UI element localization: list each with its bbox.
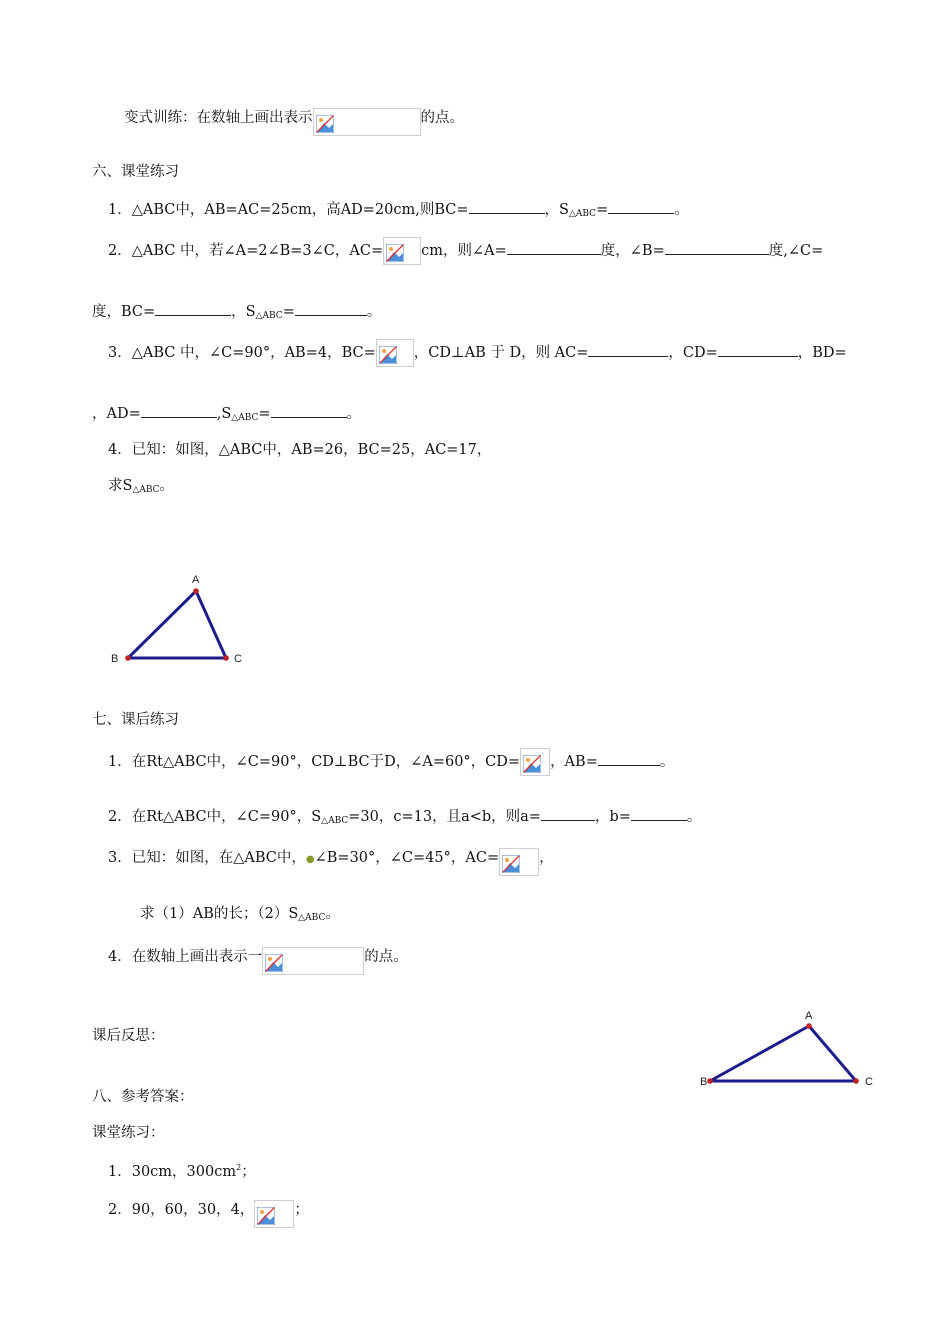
s6-q4-end: 。 <box>159 478 175 494</box>
s6-q2-d: 度,∠C= <box>768 243 824 259</box>
answer-blank[interactable] <box>598 751 660 766</box>
s7-q1-end: 。 <box>659 754 675 770</box>
variant-text-pre: 变式训练：在数轴上画出表示 <box>124 110 313 126</box>
s6-q2-b: cm，则∠A= <box>421 243 507 259</box>
variant-text-post: 的点。 <box>420 110 464 126</box>
s6-q4-num: 4． <box>108 442 132 458</box>
section8-subtitle: 课堂练习： <box>92 1125 165 1141</box>
s6-q3-b: ，CD⊥AB 于 D，则 AC= <box>413 345 589 361</box>
s6-q3-a: △ABC 中，∠C=90°，AB=4，BC= <box>131 345 376 361</box>
triangle-figure-1 <box>108 566 258 670</box>
answer-1 <box>108 1158 256 1182</box>
answer-1-text: 30cm，300cm <box>131 1164 237 1180</box>
answer-blank[interactable] <box>608 199 674 214</box>
s7-q3-b: ∠B=30°，∠C=45°，AC= <box>314 850 500 866</box>
s6-q2-line2a: 度，BC= <box>92 304 156 320</box>
s7-q2-b: =30，c=13，且a<b，则a= <box>348 809 541 825</box>
formula-image-icon <box>520 748 550 776</box>
answer-2 <box>108 1196 309 1224</box>
s7-q1-a: 在Rt△ABC中，∠C=90°，CD⊥BC于D，∠A=60°，CD= <box>131 754 521 770</box>
s7-q2-end: 。 <box>686 809 702 825</box>
vertex-a-label: A <box>805 1010 813 1022</box>
answer-blank[interactable] <box>141 403 217 418</box>
s7-q3-a: 已知：如图，在△ABC中， <box>131 850 306 866</box>
s6-q1-b: ，S <box>544 202 569 218</box>
s6-q1-end: 。 <box>674 202 689 218</box>
s6-q2-line2c: = <box>282 304 295 320</box>
s7-q3-ask <box>140 904 340 928</box>
s6-q2 <box>108 237 823 265</box>
vertex-c-label: C <box>865 1076 873 1088</box>
s6-q1-sub: △ABC <box>568 209 597 219</box>
s7-q2 <box>108 806 701 831</box>
answer-blank[interactable] <box>507 240 601 255</box>
s7-q3-end: 。 <box>325 906 340 922</box>
s7-q1 <box>108 748 674 776</box>
s7-q4-num: 4． <box>108 949 132 965</box>
answer-1-end: ； <box>241 1164 256 1180</box>
s7-q3 <box>108 844 554 872</box>
s7-q3-num: 3． <box>108 850 132 866</box>
triangle-figure-2 <box>698 1004 883 1090</box>
s7-q1-num: 1． <box>108 754 132 770</box>
s6-q4-ask <box>108 476 174 500</box>
s6-q2-num: 2． <box>108 243 132 259</box>
vertex-c-label: C <box>234 653 242 665</box>
s7-q3-sub: △ABC <box>298 913 326 923</box>
variant-line <box>124 104 464 132</box>
answer-blank[interactable] <box>541 806 595 821</box>
s6-q2-sub: △ABC <box>255 311 283 321</box>
marker-dot-icon: ● <box>305 854 315 865</box>
vertex-a-label: A <box>192 574 200 586</box>
s6-q1-a: △ABC中，AB=AC=25cm，高AD=20cm,则BC= <box>131 202 469 218</box>
answer-2-num: 2． <box>108 1202 132 1218</box>
s6-q2-a: △ABC 中，若∠A=2∠B=3∠C，AC= <box>131 243 384 259</box>
s6-q3-line2 <box>92 403 361 428</box>
answer-blank[interactable] <box>588 342 668 357</box>
answer-blank[interactable] <box>631 806 687 821</box>
s6-q3-num: 3． <box>108 345 132 361</box>
formula-image-icon <box>376 339 414 367</box>
answer-1-sup: 2 <box>236 1163 242 1172</box>
s7-q2-c: ，b= <box>594 809 631 825</box>
s6-q3-d: ，BD= <box>797 345 847 361</box>
s6-q3-end: 。 <box>346 406 362 422</box>
s7-q4-b: 的点。 <box>364 949 408 965</box>
vertex-b-label: B <box>111 653 119 665</box>
s6-q3-line2b: ,S <box>216 406 232 422</box>
answer-blank[interactable] <box>469 199 545 214</box>
s6-q1-c: = <box>596 202 609 218</box>
s6-q2-line2 <box>92 301 381 326</box>
s6-q3-line2a: ，AD= <box>92 406 141 422</box>
s7-q1-b: ，AB= <box>550 754 598 770</box>
formula-image-icon <box>254 1200 294 1228</box>
s6-q3-line2c: = <box>258 406 271 422</box>
formula-image-icon <box>383 237 421 265</box>
vertex-b-label: B <box>700 1076 708 1088</box>
answer-blank[interactable] <box>665 240 769 255</box>
answer-blank[interactable] <box>718 342 798 357</box>
s6-q3 <box>108 339 847 367</box>
s7-q2-sub: △ABC <box>321 816 349 826</box>
s6-q1-num: 1． <box>108 202 132 218</box>
s7-q4-a: 在数轴上画出表示一 <box>131 949 263 965</box>
s6-q2-c: 度，∠B= <box>600 243 665 259</box>
answer-2-end: ； <box>294 1202 309 1218</box>
section8-title: 八、参考答案： <box>92 1089 194 1105</box>
s6-q4-ask-text: 求S <box>108 478 133 494</box>
s7-q4 <box>108 943 408 971</box>
section6-title: 六、课堂练习 <box>92 164 179 180</box>
s6-q3-c: ，CD= <box>668 345 718 361</box>
formula-image-icon <box>499 848 539 876</box>
s7-q2-num: 2． <box>108 809 132 825</box>
formula-image-icon <box>313 108 421 136</box>
s6-q2-line2b: ，S <box>231 304 256 320</box>
answer-blank[interactable] <box>271 403 347 418</box>
answer-1-num: 1． <box>108 1164 132 1180</box>
s6-q3-sub: △ABC <box>231 413 259 423</box>
s6-q1 <box>108 199 689 224</box>
answer-blank[interactable] <box>295 301 367 316</box>
s6-q4-text: 已知：如图，△ABC中，AB=26，BC=25，AC=17， <box>131 442 492 458</box>
answer-blank[interactable] <box>155 301 231 316</box>
section7-title: 七、课后练习 <box>92 712 179 728</box>
s7-q2-a: 在Rt△ABC中，∠C=90°，S <box>131 809 322 825</box>
reflection-label: 课后反思： <box>92 1028 165 1044</box>
formula-image-icon <box>262 947 364 975</box>
s6-q2-end: 。 <box>366 304 382 320</box>
s6-q4 <box>108 440 491 460</box>
s7-q3-c: ， <box>539 850 554 866</box>
answer-2-text: 90，60，30，4， <box>131 1202 255 1218</box>
s7-q3-ask-text: 求（1）AB的长；（2）S <box>140 906 299 922</box>
s6-q4-sub: △ABC <box>132 485 160 495</box>
